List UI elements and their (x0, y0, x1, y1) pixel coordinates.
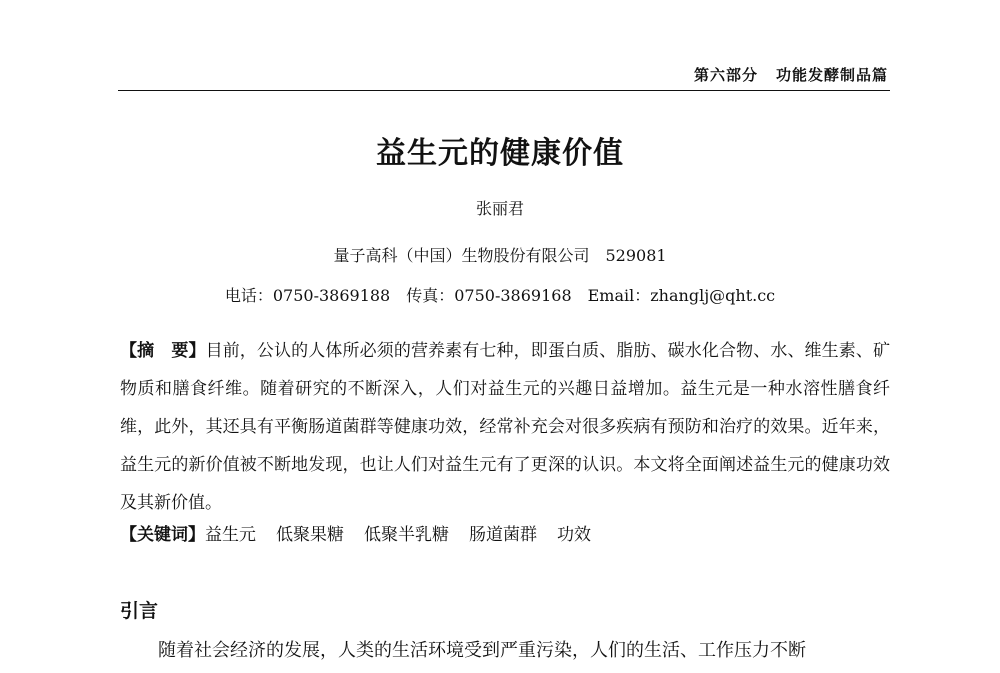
author-name: 张丽君 (475, 199, 524, 218)
affiliation-postcode: 529081 (605, 246, 667, 265)
abstract (120, 332, 890, 522)
body-paragraph: 随着社会经济的发展，人类的生活环境受到严重污染，人们的生活、工作压力不断 (158, 640, 806, 661)
contact-email: Email：zhanglj@qht.cc (587, 286, 776, 305)
contact-phone: 电话：0750-3869188 (224, 286, 391, 305)
paper-title: 益生元的健康价值 (376, 136, 624, 171)
section-heading-introduction: 引言 (120, 600, 159, 622)
abstract-text: 目前，公认的人体所必须的营养素有七种，即蛋白质、脂肪、碳水化合物、水、维生素、矿物质和膳食纤维。随着研究的不断深入，人们对益生元的兴趣日益增加。益生元是一种水溶性膳食纤维，此外，其还具有平衡肠道菌群等健康功效，经常补充会对很多疾病有预防和治疗的效果。近年来，益生元的新价值被不断地发现，也让人们对益生元有了更深的认识。本文将全面阐述益生元的健康功效及其新价值。 (120, 341, 891, 513)
header-rule (118, 90, 890, 91)
affiliation-organization: 量子高科（中国）生物股份有限公司 (333, 246, 590, 265)
running-header (694, 64, 888, 85)
keyword-item: 肠道菌群 (469, 525, 537, 545)
keyword-item: 功效 (557, 525, 591, 545)
running-header-part: 第六部分 (693, 66, 758, 84)
keywords-label: 【关键词】 (120, 525, 205, 545)
contact-fax: 传真：0750-3869168 (406, 286, 572, 305)
running-header-section: 功能发酵制品篇 (775, 66, 888, 84)
keyword-item: 低聚果糖 (276, 525, 344, 545)
affiliation (0, 243, 1000, 266)
keyword-item: 低聚半乳糖 (364, 525, 449, 545)
keywords (120, 520, 890, 550)
contact-info (0, 283, 1000, 306)
keyword-item: 益生元 (205, 525, 256, 545)
abstract-label: 【摘 要】 (120, 341, 206, 361)
